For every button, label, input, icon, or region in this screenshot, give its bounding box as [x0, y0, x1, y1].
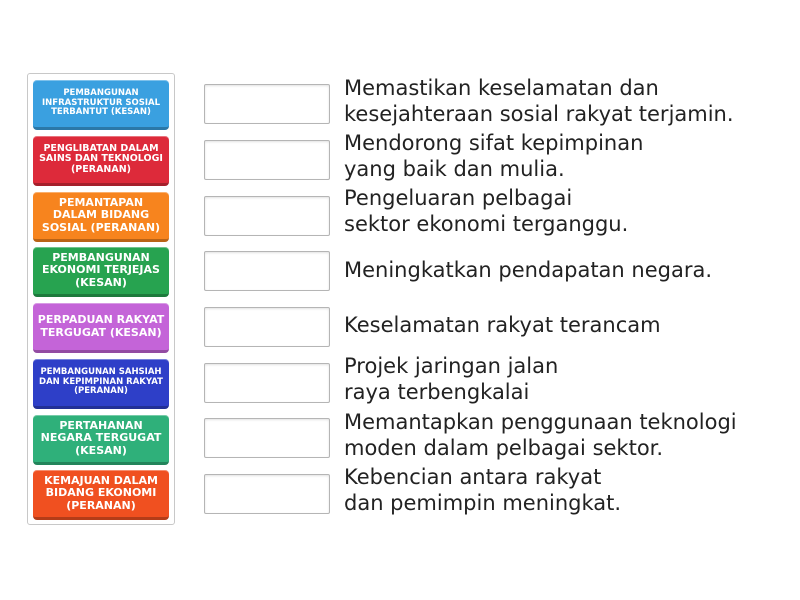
tile-label: PEMBANGUNAN EKONOMI TERJEJAS (KESAN) — [42, 251, 160, 289]
drop-slot[interactable] — [204, 84, 330, 124]
tile-label: PERPADUAN RAKYAT TERGUGAT (KESAN) — [37, 313, 165, 339]
answer-tile[interactable] — [33, 192, 169, 242]
drop-slot[interactable] — [204, 363, 330, 403]
answer-tray — [27, 73, 175, 525]
description-text: Meningkatkan pendapatan negara. — [344, 258, 713, 282]
tile-label: PEMBANGUNAN SAHSIAH DAN KEPIMPINAN RAKYAT (PERANAN) — [39, 367, 163, 397]
drop-slot[interactable] — [204, 251, 330, 291]
tile-label: PENGLIBATAN DALAM SAINS DAN TEKNOLOGI (PERANAN) — [39, 142, 163, 175]
answer-tile[interactable] — [33, 359, 169, 409]
description-text: Mendorong sifat kepimpinan yang baik dan mulia. — [344, 131, 644, 181]
description-text: Pengeluaran pelbagai sektor ekonomi terganggu. — [344, 186, 629, 236]
drop-slot[interactable] — [204, 307, 330, 347]
answer-tile[interactable] — [33, 470, 169, 520]
description-text: Keselamatan rakyat terancam — [344, 313, 661, 337]
description-text: Memastikan keselamatan dan kesejahteraan sosial rakyat terjamin. — [344, 76, 734, 126]
description-text: Projek jaringan jalan raya terbengkalai — [344, 354, 559, 404]
answer-tile[interactable] — [33, 80, 169, 130]
answer-tile[interactable] — [33, 303, 169, 353]
description-text: Kebencian antara rakyat dan pemimpin meningkat. — [344, 465, 622, 515]
tile-label: PERTAHANAN NEGARA TERGUGAT (KESAN) — [40, 419, 162, 457]
drop-slot[interactable] — [204, 418, 330, 458]
drop-slot[interactable] — [204, 474, 330, 514]
answer-tile[interactable] — [33, 136, 169, 186]
drop-slot[interactable] — [204, 196, 330, 236]
tile-label: PEMANTAPAN DALAM BIDANG SOSIAL (PERANAN) — [41, 196, 161, 234]
tile-label: KEMAJUAN DALAM BIDANG EKONOMI (PERANAN) — [44, 474, 158, 512]
answer-tile[interactable] — [33, 415, 169, 465]
description-text: Memantapkan penggunaan teknologi moden dalam pelbagai sektor. — [344, 410, 737, 460]
drop-slot[interactable] — [204, 140, 330, 180]
tile-label: PEMBANGUNAN INFRASTRUKTUR SOSIAL TERBANTUT (KESAN) — [42, 88, 160, 118]
answer-tile[interactable] — [33, 247, 169, 297]
